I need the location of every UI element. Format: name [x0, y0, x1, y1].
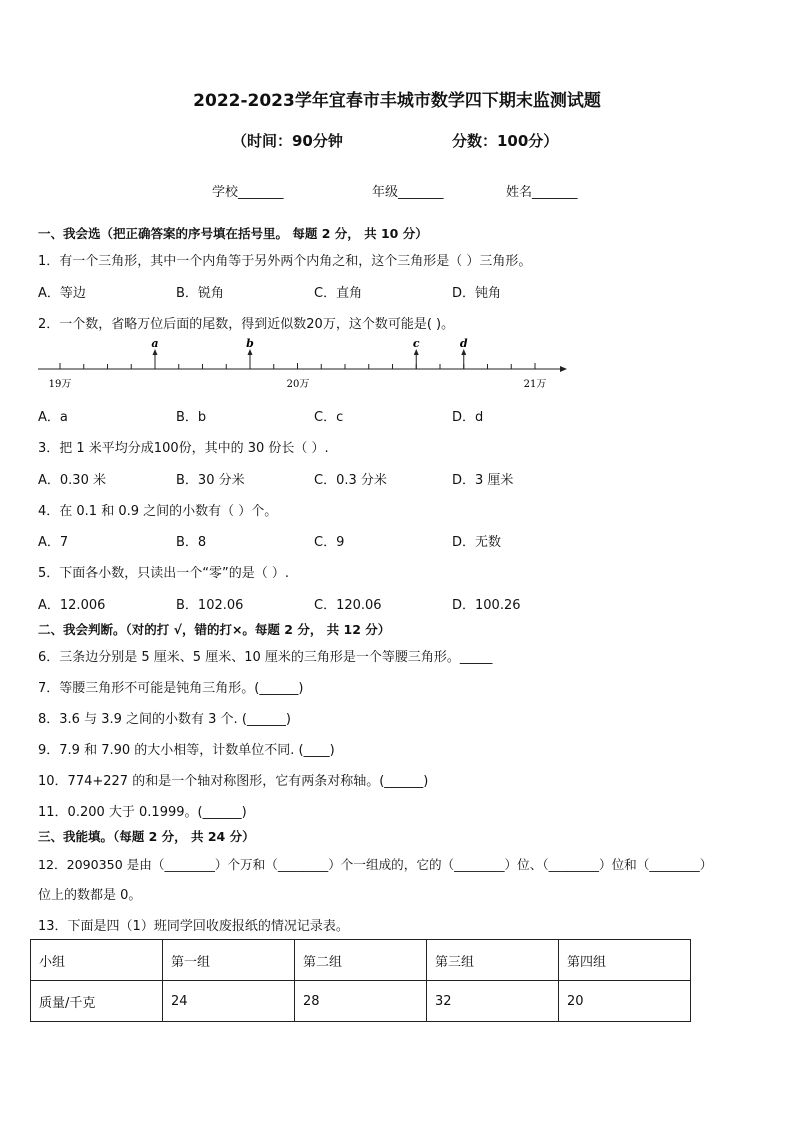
table-header-row — [31, 940, 691, 981]
page-title: 2022-2023学年宜春市丰城市数学四下期末监测试题 — [193, 91, 601, 111]
q1-option-c: C．直角 — [314, 286, 363, 301]
marker-b-label: b — [246, 337, 254, 350]
paper-collection-table — [30, 939, 691, 1022]
q2-option-c: C．c — [314, 410, 344, 425]
question-12: 12．2090350 是由（________）个万和（________）个一组成的，它的（________）位、（________）位和（________） — [38, 857, 713, 872]
q5-option-d: D．100.26 — [452, 598, 521, 613]
number-line-label-21: 21万 — [523, 379, 547, 390]
table-header-cell: 第三组 — [427, 940, 559, 981]
table-cell: 质量/千克 — [31, 981, 163, 1022]
table-header-cell: 小组 — [31, 940, 163, 981]
table-header-cell: 第一组 — [163, 940, 295, 981]
marker-c-label: c — [412, 337, 420, 350]
question-12-continued: 位上的数都是 0。 — [38, 888, 142, 903]
question-3: 3．把 1 米平均分成100份，其中的 30 份长（ ）. — [38, 441, 329, 456]
q2-option-b: B．b — [176, 410, 207, 425]
q4-option-c: C．9 — [314, 535, 345, 550]
table-cell: 32 — [427, 981, 559, 1022]
table-header-cell: 第四组 — [559, 940, 691, 981]
number-line — [30, 336, 570, 394]
q1-option-d: D．钝角 — [452, 286, 502, 301]
question-4: 4．在 0.1 和 0.9 之间的小数有（ ）个。 — [38, 504, 278, 519]
grade-field: 年级_______ — [372, 185, 444, 200]
q5-option-c: C．120.06 — [314, 598, 382, 613]
table-cell: 28 — [295, 981, 427, 1022]
table-row — [31, 981, 691, 1022]
question-8: 8．3.6 与 3.9 之间的小数有 3 个. (______) — [38, 712, 291, 727]
section-2-heading: 二、我会判断。（对的打 √，错的打×。每题 2 分， 共 12 分） — [38, 622, 391, 637]
q4-option-d: D．无数 — [452, 535, 502, 550]
marker-a-label: a — [151, 337, 159, 350]
number-line-label-19: 19万 — [48, 379, 72, 390]
q1-option-a: A．等边 — [38, 286, 86, 301]
table-cell: 24 — [163, 981, 295, 1022]
question-2: 2．一个数，省略万位后面的尾数，得到近似数20万，这个数可能是( )。 — [38, 317, 455, 332]
q2-option-d: D．d — [452, 410, 484, 425]
question-6: 6．三条边分别是 5 厘米、5 厘米、10 厘米的三角形是一个等腰三角形。_____ — [38, 650, 493, 665]
exam-score: 分数：100分） — [452, 132, 559, 150]
school-field: 学校_______ — [212, 185, 284, 200]
section-3-heading: 三、我能填。（每题 2 分， 共 24 分） — [38, 829, 255, 844]
exam-time: （时间：90分钟 — [232, 132, 343, 150]
q1-option-b: B．锐角 — [176, 286, 224, 301]
q5-option-b: B．102.06 — [176, 598, 244, 613]
section-1-heading: 一、我会选（把正确答案的序号填在括号里。 每题 2 分， 共 10 分） — [38, 226, 428, 241]
table-header-cell: 第二组 — [295, 940, 427, 981]
question-7: 7．等腰三角形不可能是钝角三角形。(______) — [38, 681, 304, 696]
q3-option-a: A．0.30 米 — [38, 473, 106, 488]
table-cell: 20 — [559, 981, 691, 1022]
q2-option-a: A．a — [38, 410, 68, 425]
q4-option-a: A．7 — [38, 535, 69, 550]
q5-option-a: A．12.006 — [38, 598, 106, 613]
question-13: 13．下面是四（1）班同学回收废报纸的情况记录表。 — [38, 919, 349, 934]
q3-option-c: C．0.3 分米 — [314, 473, 387, 488]
q3-option-d: D．3 厘米 — [452, 473, 514, 488]
question-10: 10．774+227 的和是一个轴对称图形，它有两条对称轴。(______) — [38, 774, 429, 789]
number-line-arrow — [560, 366, 567, 372]
marker-d-label: d — [459, 337, 468, 350]
question-11: 11．0.200 大于 0.1999。(______) — [38, 805, 247, 820]
name-field: 姓名_______ — [506, 185, 578, 200]
q4-option-b: B．8 — [176, 535, 207, 550]
question-1: 1．有一个三角形，其中一个内角等于另外两个内角之和，这个三角形是（ ）三角形。 — [38, 254, 532, 269]
number-line-label-20: 20万 — [286, 379, 310, 390]
q3-option-b: B．30 分米 — [176, 473, 245, 488]
question-9: 9．7.9 和 7.90 的大小相等，计数单位不同. (____) — [38, 743, 335, 758]
question-5: 5．下面各小数，只读出一个“零”的是（ ）. — [38, 566, 290, 581]
